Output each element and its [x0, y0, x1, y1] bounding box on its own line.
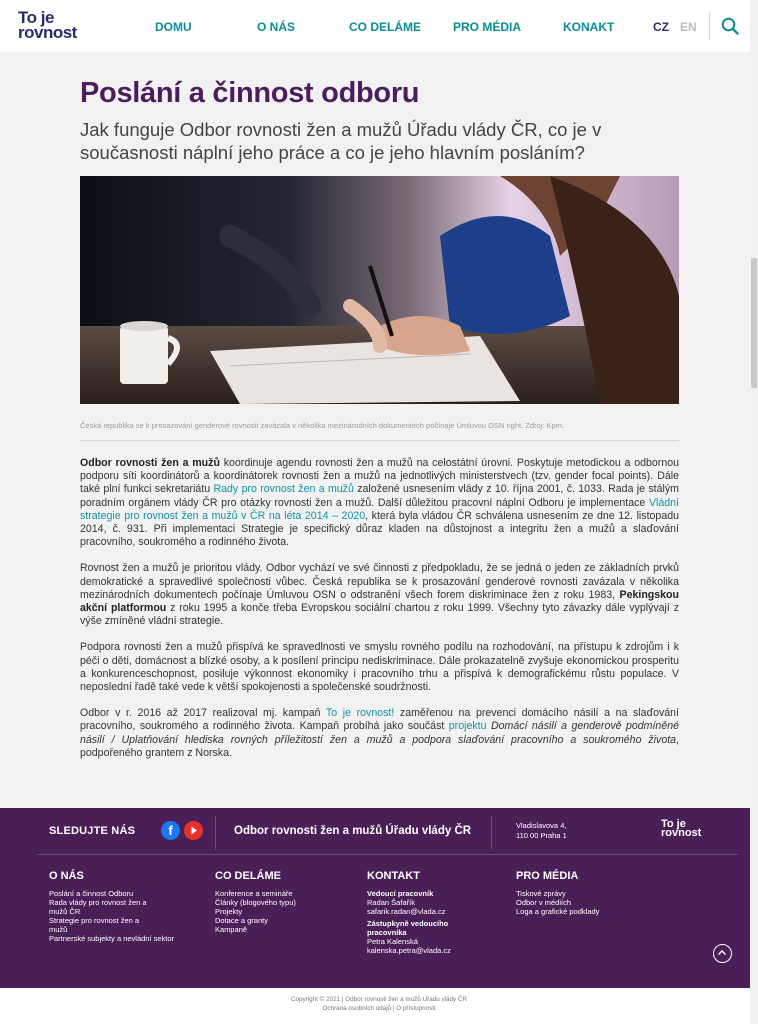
footer-col-heading: KONTAKT	[367, 870, 420, 882]
page-subtitle: Jak funguje Odbor rovnosti žen a mužů Úřadu vlády ČR, co je v současnosti náplní jeho práce a co je jeho hlavním posláním?	[80, 119, 602, 163]
footer-col-pro-media	[516, 872, 646, 916]
article	[0, 52, 750, 808]
footer-link[interactable]: Projekty	[215, 907, 243, 916]
contact-name: Petra Kalenská	[367, 937, 418, 946]
nav-item-o-nas[interactable]: O NÁS	[257, 20, 296, 34]
legal-links[interactable]: Ochrana osobních údajů | O přístupnosti	[322, 1004, 436, 1012]
image-caption: Česká republika se k prosazování genderové rovnosti zavázala v několika mezinárodních dokumentech počínaje Úmluvou OSN right. Zdroj: Kpm.	[80, 421, 564, 430]
scrollbar-thumb[interactable]	[751, 258, 757, 388]
contact-email[interactable]: kalenska.petra@vlada.cz	[367, 946, 451, 955]
logo-text-line2: rovnost	[18, 23, 77, 42]
copyright-bar	[0, 996, 758, 1013]
paragraph-1: Odbor rovnosti žen a mužů koordinuje agendu rovnosti žen a mužů na celostátní úrovni. Poskytuje metodickou a odbornou podporu síti koordinátorů a koordinátorek rovnosti žen a mužů na jednotlivých ministerstvech (tzv. gender focal points). Dále také plní funkci sekretariátu Rady pro rovnost žen a mužů založené usnesením vlády z 10. října 2001, č. 1033. Rada je stálým poradním orgánem vlády ČR pro otázky rovnosti žen a mužů. Další důležitou pracovní náplní Odboru je implementace Vládní strategie pro rovnost žen a mužů v ČR na léta 2014 – 2020, která byla vládou ČR schválena usnesením ze dne 12. listopadu 2014, č. 931. Při implementaci Strategie je specifický důraz kladen na důstojnost a integritu žen a mužů a slaďování pracovního, soukromého a rodinného života.	[80, 457, 679, 549]
footer-link[interactable]: Poslání a činnost Odboru	[49, 889, 134, 898]
nav-item-pro-media[interactable]: PRO MÉDIA	[453, 20, 522, 34]
footer-address: Vladislavova 4, 110 00 Praha 1	[516, 821, 567, 840]
footer-col-co-delame	[215, 872, 335, 934]
lang-switch-cz[interactable]: CZ	[653, 20, 669, 34]
footer-link[interactable]: Dotace a granty	[215, 916, 268, 925]
nav-item-kontakt[interactable]: KONAKT	[563, 20, 615, 34]
link-projektu[interactable]: projektu	[448, 720, 487, 733]
footer-divider	[37, 854, 738, 855]
article-body	[80, 457, 679, 773]
footer-divider	[491, 816, 492, 850]
footer-link[interactable]: Konference a semináře	[215, 889, 293, 898]
hero-photo	[80, 176, 679, 404]
footer-link[interactable]: Odbor v médiích	[516, 898, 572, 907]
header-divider	[709, 12, 710, 40]
strong-text: Odbor rovnosti žen a mužů	[80, 457, 220, 469]
paragraph-4: Odbor v r. 2016 až 2017 realizoval mj. kampaň To je rovnost! zaměřenou na prevenci domácího násilí a na slaďování pracovního, soukromého a rodinného života. Kampaň probíhá jako součást projektu Domácí násilí a genderově podmíněné násilí / Uplatňování hlediska rovných příležitostí žen a mužů a podpora slaďování pracovního a soukromého života, podpořeného grantem z Norska.	[80, 707, 679, 759]
nav-item-domu[interactable]: DOMU	[155, 20, 192, 34]
logo-text-line1: To je	[18, 8, 54, 27]
paragraph-3: Podpora rovnosti žen a mužů přispívá ke spravedlnosti ve smyslu rovného podílu na rozhodování, na přístupu k zdrojům i k péči o děti, domácnost a blízké osoby, a k posílení principu nediskriminace. Dále prokazatelně zvyšuje ekonomickou prosperitu a konkurenceschopnost, posiluje výkonnost ekonomiky i pracovního trhu a přispívá k demografickému růstu populace. V neposlední řadě také vede k větší spokojenosti a společenské soudržnosti.	[80, 641, 679, 694]
follow-label: SLEDUJTE NÁS	[49, 825, 136, 837]
footer-link[interactable]: Články (blogového typu)	[215, 898, 296, 907]
footer-col-heading: O NÁS	[49, 870, 84, 882]
footer-link[interactable]: Rada vlády pro rovnost žen a mužů ČR	[49, 898, 147, 916]
nav-item-co-delame[interactable]: CO DELÁME	[349, 20, 421, 34]
link-to-je-rovnost[interactable]: To je rovnost!	[325, 707, 395, 720]
site-footer	[0, 808, 750, 988]
page-title: Poslání a činnost odboru	[80, 77, 420, 109]
strong-text: Pekingskou akční platformou	[80, 588, 679, 615]
site-logo[interactable]	[18, 8, 88, 44]
link-rada[interactable]: Rady pro rovnost žen a mužů	[213, 483, 354, 496]
youtube-icon[interactable]	[184, 821, 203, 840]
contact-name: Radan Šafařík	[367, 898, 415, 907]
page-scrollbar[interactable]	[750, 0, 758, 1024]
footer-link[interactable]: Partnerské subjekty a nevládní sektor	[49, 934, 175, 943]
footer-link[interactable]: Strategie pro rovnost žen a mužů	[49, 916, 140, 934]
footer-divider	[215, 816, 216, 850]
footer-col-heading: CO DELÁME	[215, 870, 281, 882]
italic-text: Domácí násilí a genderově podmíněné násilí / Uplatňování hlediska rovných příležitostí žen a mužů a podpora slaďování pracovního a soukromého života	[80, 720, 679, 746]
paragraph-2: Rovnost žen a mužů je prioritou vlády. Odbor vychází ve své činnosti z předpokladu, že se jedná o jeden ze základních prvků demokratické a spravedlivé společnosti vůbec. Česká republika se k prosazování genderové rovnosti zavázala v několika mezinárodních dokumentech počínaje Úmluvou OSN o odstranění všech forem diskriminace žen z roku 1983, Pekingskou akční platformou z roku 1995 a konče třeba Evropskou sociální chartou z roku 1999. Všechny tyto závazky dále vyplývají z výše zmíněné vládní strategie.	[80, 562, 679, 628]
footer-link[interactable]: Tiskové zprávy	[516, 889, 566, 898]
footer-link[interactable]: Kampaně	[215, 925, 248, 934]
site-header	[0, 0, 750, 52]
caption-divider	[80, 440, 679, 441]
footer-col-heading: PRO MÉDIA	[516, 870, 579, 882]
footer-col-kontakt	[367, 872, 477, 955]
contact-role: Zástupkyně vedoucího pracovníka	[367, 919, 449, 937]
lang-switch-en[interactable]: EN	[680, 20, 697, 34]
link-strategie[interactable]: Vládní strategie pro rovnost žen a mužů v ČR na léta 2014 – 2020	[80, 496, 679, 522]
contact-role: Vedoucí pracovník	[367, 889, 434, 898]
scroll-to-top-icon[interactable]	[713, 944, 732, 963]
footer-logo[interactable]: To je rovnost	[661, 818, 702, 839]
footer-col-o-nas	[49, 872, 179, 943]
footer-org-name: Odbor rovnosti žen a mužů Úřadu vlády ČR	[234, 825, 472, 837]
facebook-icon[interactable]: f	[161, 821, 180, 840]
search-icon[interactable]	[721, 17, 739, 35]
contact-email[interactable]: safarik.radan@vlada.cz	[367, 907, 446, 916]
copyright-text: Copyright © 2021 | Odbor rovnosti žen a mužů Úřadu vlády ČR	[290, 996, 468, 1003]
footer-link[interactable]: Loga a grafické podklady	[516, 907, 600, 916]
